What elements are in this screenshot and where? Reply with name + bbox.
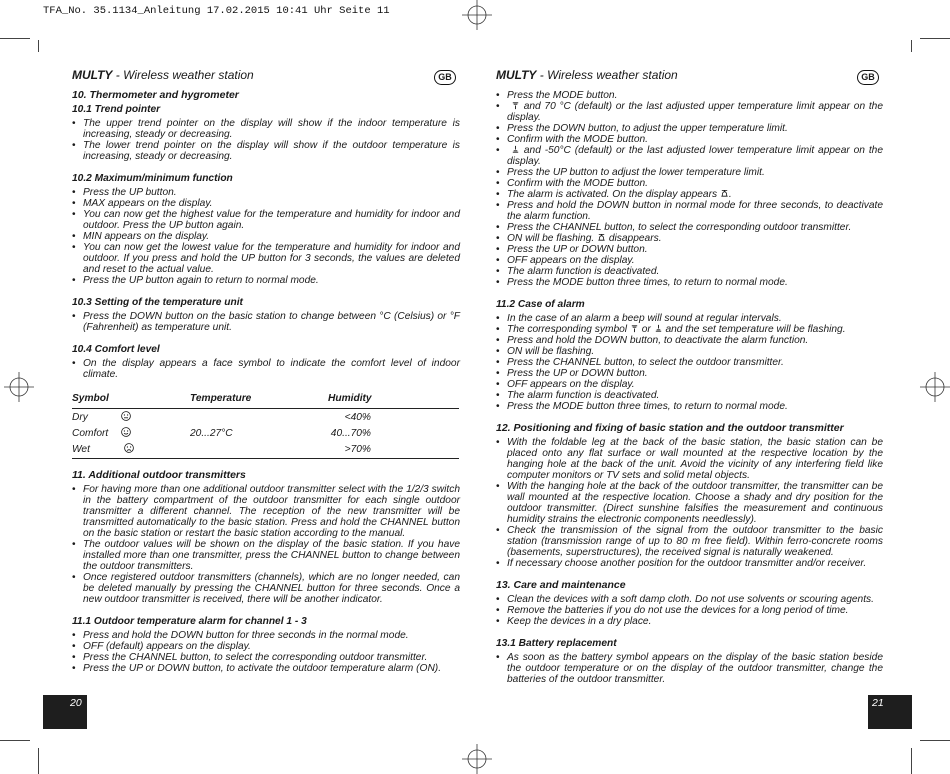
bullet-list [72, 311, 460, 333]
bullet-list [72, 358, 460, 380]
row-temperature [190, 441, 328, 459]
list-item: • ON will be flashing. disappears. [496, 233, 883, 244]
row-humidity: <40% [344, 411, 371, 423]
list-item: • Press and hold the DOWN button for three seconds in the normal mode. [72, 630, 460, 641]
brand-name: MULTY [72, 68, 113, 82]
list-item: • Press the UP button again to return to normal mode. [72, 275, 460, 286]
list-item: • OFF appears on the display. [496, 379, 883, 390]
subsection-heading: 13.1 Battery replacement [496, 638, 617, 649]
list-item: • Press the UP or DOWN button. [496, 368, 883, 379]
row-label: Comfort [72, 428, 109, 439]
subsection-heading: 11.1 Outdoor temperature alarm for channel 1 - 3 [72, 616, 307, 627]
list-item: • In the case of an alarm a beep will sound at regular intervals. [496, 313, 883, 324]
bullet-list [496, 652, 883, 685]
left-page [72, 70, 460, 674]
list-item: • MAX appears on the display. [72, 198, 460, 209]
row-label: Dry [72, 412, 88, 423]
registration-mark-icon [4, 372, 34, 402]
list-item: • For having more than one additional outdoor transmitter select with the 1/2/3 switch in the battery compartment of the outdoor transmitter for each single outdoor transmitter a different channel. The reception of the new transmitter will be transmitted automatically to the basic station. Press and hold the CHANNEL button on the basic station or restart the basic station according to the manual. [72, 484, 460, 539]
list-item: • On the display appears a face symbol to indicate the comfort level of indoor climate. [72, 358, 460, 380]
bullet-list [496, 437, 883, 569]
list-item: • Press and hold the DOWN button in normal mode for three seconds, to deactivate the alarm function. [496, 200, 883, 222]
registration-mark-icon [462, 0, 492, 30]
subsection-heading: 10.3 Setting of the temperature unit [72, 297, 243, 308]
sad-face-icon [124, 443, 134, 453]
crop-mark [38, 40, 39, 52]
bullet-list [496, 313, 883, 412]
table-row [72, 441, 459, 459]
list-item: • The corresponding symbol or and the set temperature will be flashing. [496, 324, 883, 335]
comfort-table [72, 393, 459, 459]
list-item: • The alarm function is deactivated. [496, 266, 883, 277]
section-heading: 12. Positioning and fixing of basic station and the outdoor transmitter [496, 422, 844, 434]
registration-mark-icon [920, 372, 950, 402]
row-label: Wet [72, 444, 90, 455]
list-item: • Press the MODE button three times, to return to normal mode. [496, 277, 883, 288]
list-item: • and -50°C (default) or the last adjusted lower temperature limit appear on the display. [496, 145, 883, 167]
bullet-list [72, 484, 460, 605]
list-item: • Press and hold the DOWN button, to deactivate the alarm function. [496, 335, 883, 346]
subsection-heading: 10.1 Trend pointer [72, 104, 161, 115]
alarm-bell-icon [597, 233, 606, 242]
crop-mark [0, 38, 30, 39]
section-heading: 11. Additional outdoor transmitters [72, 469, 246, 481]
table-header-temperature: Temperature [190, 393, 328, 409]
crop-mark [920, 38, 950, 39]
list-item: • Press the UP button. [72, 187, 460, 198]
list-item: • Keep the devices in a dry place. [496, 616, 883, 627]
table-row [72, 409, 459, 426]
bullet-list [496, 90, 883, 288]
list-item: • As soon as the battery symbol appears on the display of the basic station beside the outdoor temperature or on the display of the outdoor transmitter, change the batteries of the outdoor transmitter. [496, 652, 883, 685]
section-heading: 13. Care and maintenance [496, 579, 626, 591]
table-header-symbol: Symbol [72, 393, 190, 409]
subsection-heading: 10.4 Comfort level [72, 344, 160, 355]
bullet-list [72, 187, 460, 286]
list-item: • MIN appears on the display. [72, 231, 460, 242]
list-item: • OFF appears on the display. [496, 255, 883, 266]
bullet-list [72, 630, 460, 674]
list-item: • You can now get the highest value for the temperature and humidity for indoor and outdoor. Press the UP button again. [72, 209, 460, 231]
list-item: • Press the UP or DOWN button, to activate the outdoor temperature alarm (ON). [72, 663, 460, 674]
crop-mark [911, 748, 912, 774]
header-title: - Wireless weather station [112, 68, 254, 82]
list-item: • Press the CHANNEL button, to select the corresponding outdoor transmitter. [72, 652, 460, 663]
row-humidity: >70% [328, 441, 459, 459]
list-item: • Confirm with the MODE button. [496, 134, 883, 145]
list-item: • With the hanging hole at the back of the outdoor transmitter, the transmitter can be wall mounted at the respective location. Choose a shady and dry position for the outdoor transmitter. (Direct sunshine falsifies the measurement and continuous humidity strains the electronic components needlessly). [496, 481, 883, 525]
subsection-heading: 11.2 Case of alarm [496, 299, 585, 310]
running-header [72, 70, 460, 90]
list-item: • Press the UP button to adjust the lower temperature limit. [496, 167, 883, 178]
crop-mark [0, 740, 30, 741]
list-item: • Clean the devices with a soft damp cloth. Do not use solvents or scouring agents. [496, 594, 883, 605]
upper-limit-icon [511, 101, 520, 110]
lower-limit-icon [654, 324, 663, 333]
happy-face-icon [121, 427, 131, 437]
alarm-bell-icon [720, 189, 729, 198]
list-item: • You can now get the lowest value for the temperature and humidity for indoor and outdoor. If you press and hold the UP button for 3 seconds, the values are deleted and reset to the actual value. [72, 242, 460, 275]
upper-limit-icon [630, 324, 639, 333]
print-slug: TFA_No. 35.1134_Anleitung 17.02.2015 10:41 Uhr Seite 11 [43, 5, 390, 17]
list-item: • Press the MODE button. [496, 90, 883, 101]
neutral-face-icon [121, 411, 131, 421]
row-temperature [190, 409, 328, 426]
list-item: • Press the MODE button three times, to return to normal mode. [496, 401, 883, 412]
table-row [72, 425, 459, 441]
subsection-heading: 10.2 Maximum/minimum function [72, 173, 233, 184]
table-header-humidity: Humidity [328, 393, 459, 409]
list-item: • Press the DOWN button, to adjust the upper temperature limit. [496, 123, 883, 134]
list-item: • The lower trend pointer on the display will show if the outdoor temperature is increasing, steady or decreasing. [72, 140, 460, 162]
page-number-left: 20 [43, 695, 87, 729]
running-header [496, 70, 883, 90]
list-item: • The upper trend pointer on the display will show if the indoor temperature is increasing, steady or decreasing. [72, 118, 460, 140]
list-item: • The outdoor values will be shown on the display of the basic station. If you have installed more than one transmitter, press the CHANNEL button to change between the outdoor transmitters. [72, 539, 460, 572]
list-item: • Press the UP or DOWN button. [496, 244, 883, 255]
registration-mark-icon [462, 744, 492, 774]
bullet-list [72, 118, 460, 162]
list-item: • Check the transmission of the signal from the outdoor transmitter to the basic station (transmission range of up to 80 m free field). Within ferro-concrete rooms (basements, superstructures), the received signal is naturally weakened. [496, 525, 883, 558]
list-item: • The alarm function is deactivated. [496, 390, 883, 401]
crop-mark [920, 740, 950, 741]
list-item: • Press the DOWN button on the basic station to change between °C (Celsius) or °F (Fahrenheit) as temperature unit. [72, 311, 460, 333]
list-item: • and 70 °C (default) or the last adjusted upper temperature limit appear on the display. [496, 101, 883, 123]
row-humidity: 40...70% [330, 427, 371, 439]
brand-name: MULTY [496, 68, 537, 82]
list-item: • The alarm is activated. On the display appears . [496, 189, 883, 200]
crop-mark [911, 40, 912, 52]
lower-limit-icon [511, 145, 520, 154]
language-badge: GB [857, 70, 879, 85]
bullet-list [496, 594, 883, 627]
header-title: - Wireless weather station [536, 68, 678, 82]
section-heading: 10. Thermometer and hygrometer [72, 89, 239, 101]
list-item: • Press the CHANNEL button, to select the outdoor transmitter. [496, 357, 883, 368]
right-page [496, 70, 883, 685]
list-item: • With the foldable leg at the back of the basic station, the basic station can be placed onto any flat surface or wall mounted at the respective location by the hanging hole at the back of the unit. Avoid the vicinity of any interfering field like computer monitors or TV sets and solid metal objects. [496, 437, 883, 481]
list-item: • Press the CHANNEL button, to select the corresponding outdoor transmitter. [496, 222, 883, 233]
list-item: • If necessary choose another position for the outdoor transmitter and/or receiver. [496, 558, 883, 569]
page-number-right: 21 [868, 695, 912, 729]
crop-mark [38, 748, 39, 774]
list-item: • OFF (default) appears on the display. [72, 641, 460, 652]
list-item: • Confirm with the MODE button. [496, 178, 883, 189]
list-item: • Once registered outdoor transmitters (channels), which are no longer needed, can be deleted manually by pressing the CHANNEL button for three seconds. Once a new outdoor transmitter is received, there will be another indicator. [72, 572, 460, 605]
language-badge: GB [434, 70, 456, 85]
list-item: • ON will be flashing. [496, 346, 883, 357]
list-item: • Remove the batteries if you do not use the devices for a long period of time. [496, 605, 883, 616]
row-temperature: 20...27°C [190, 427, 233, 439]
